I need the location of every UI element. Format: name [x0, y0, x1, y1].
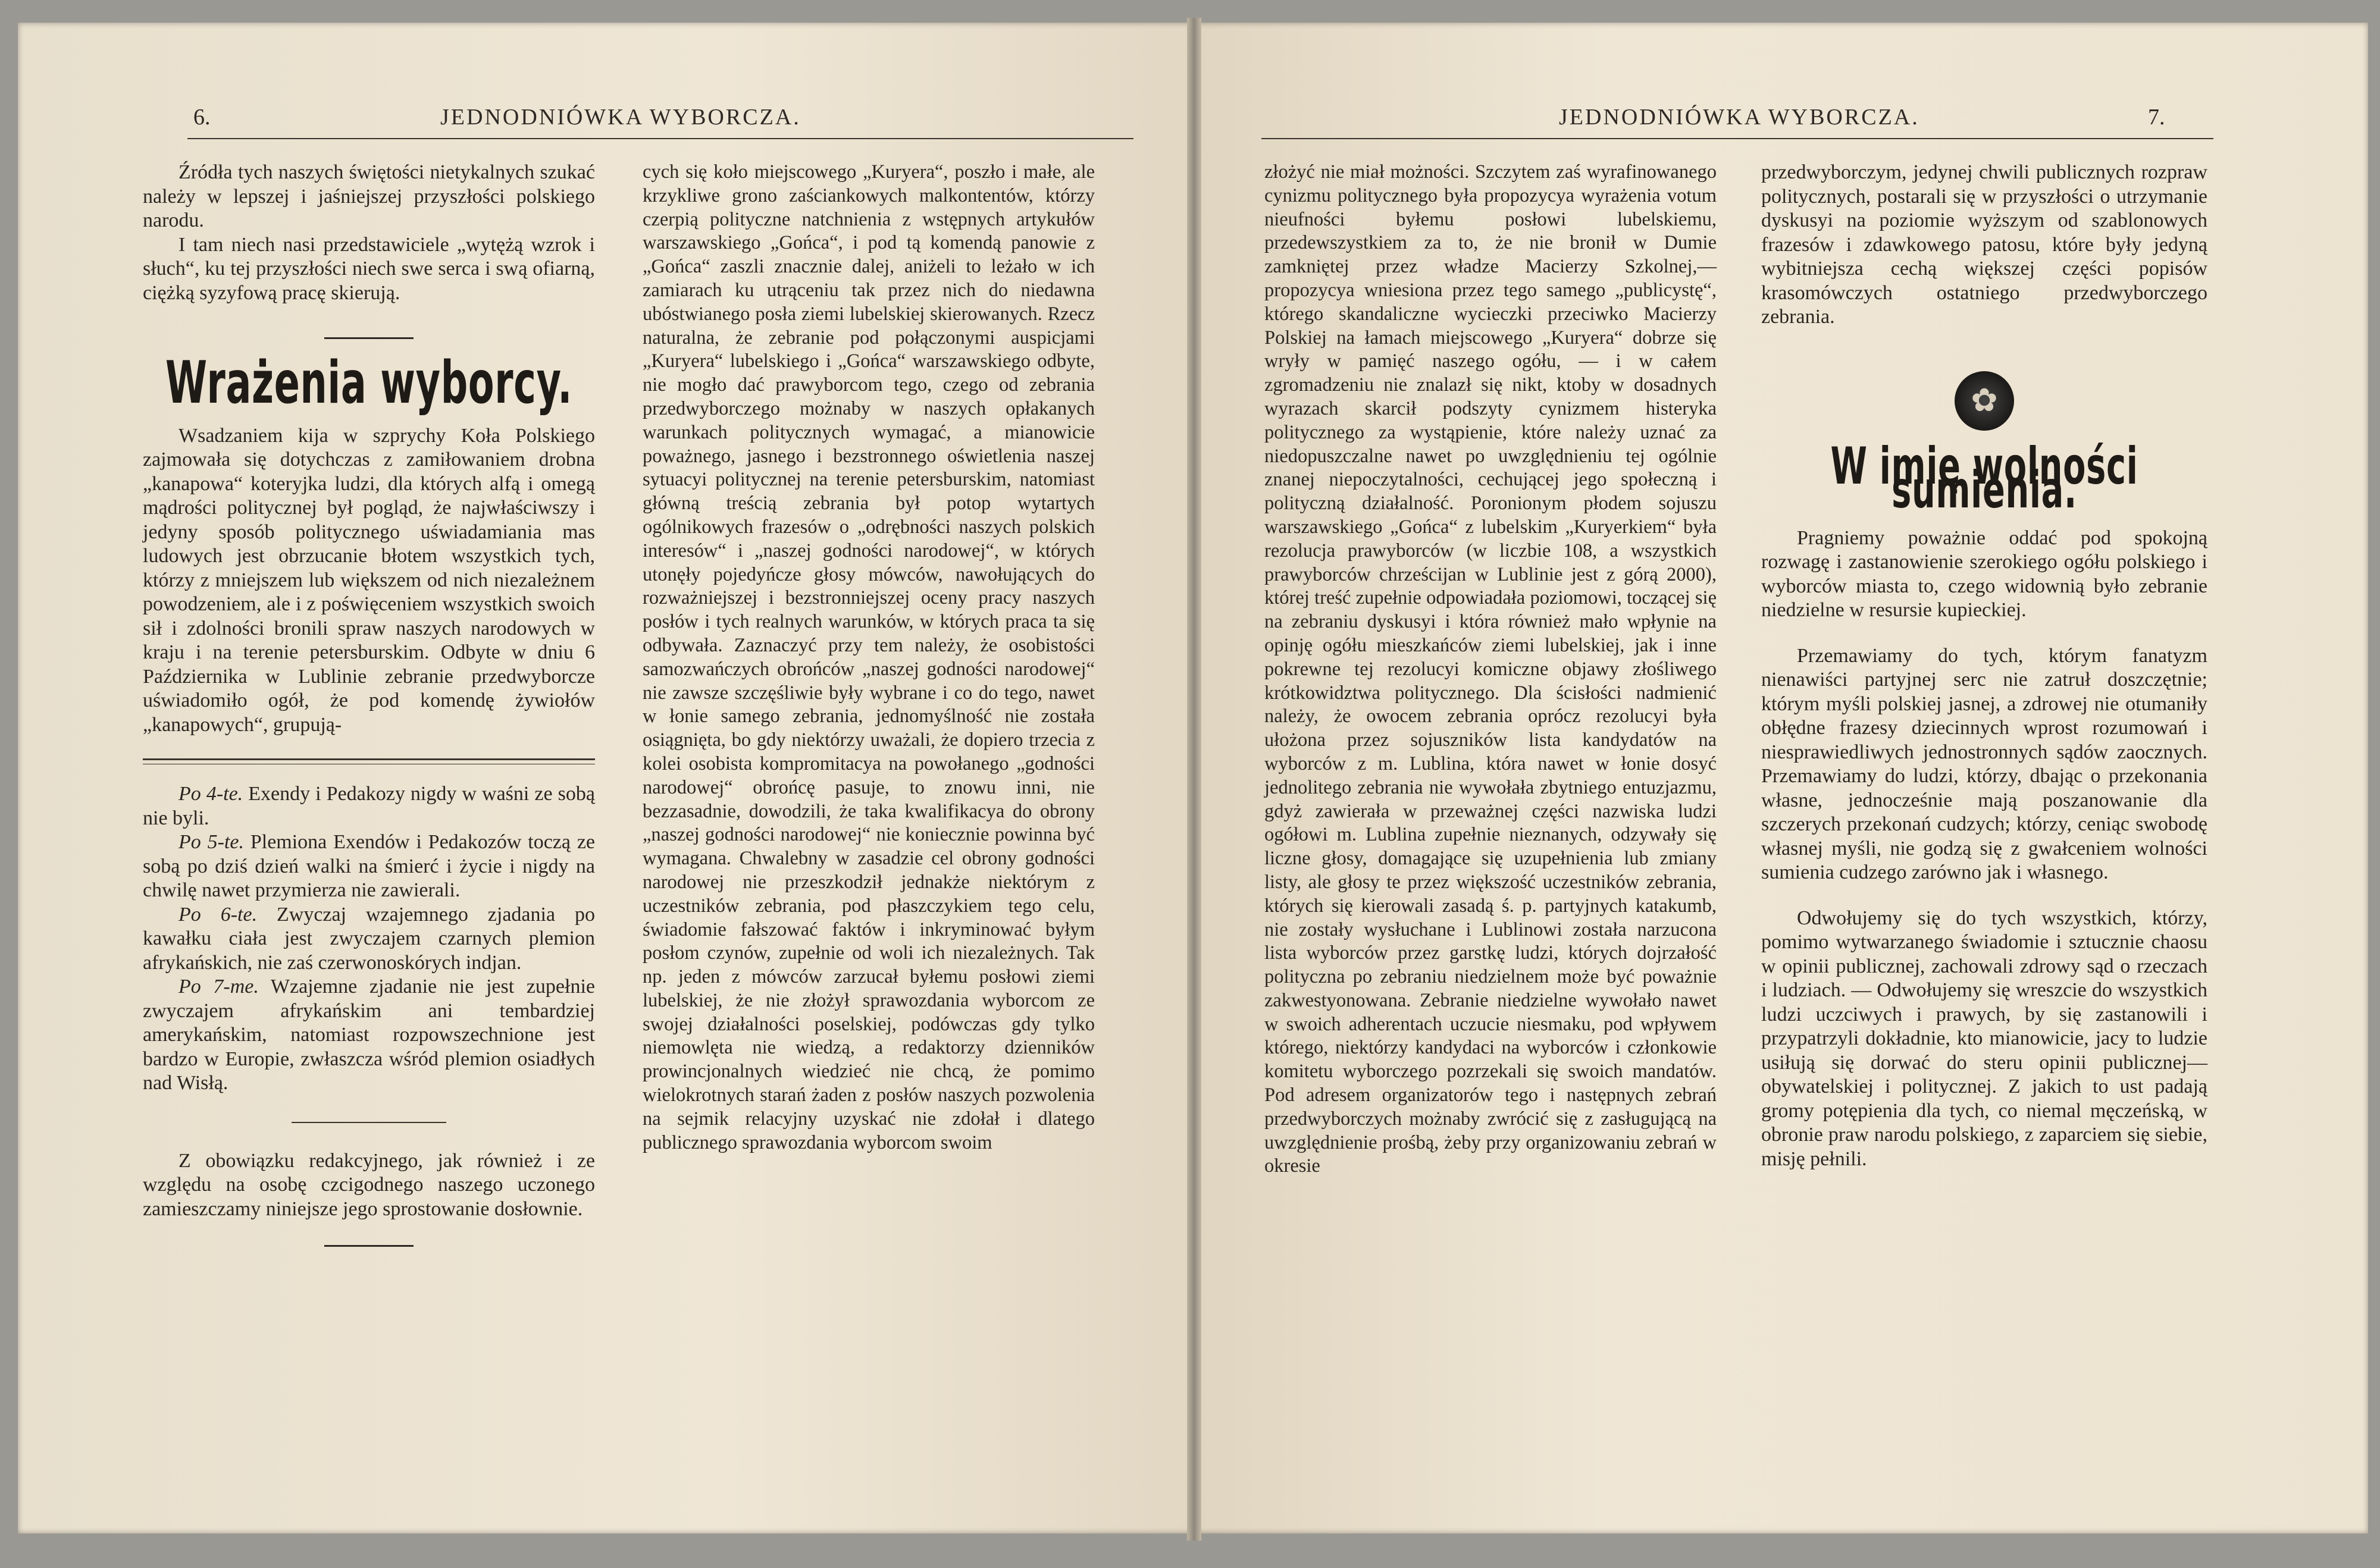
- wolnosc-paragraph-2: Przemawiamy do tych, którym fanatyzm nienawiści partyjnej serc nie zatruł doszczętnie; którym myśli polskiej jasnej, a zdrowej nie otumaniły obłędne frazesy dziecinnych wprost rozumowań i niesprawiedliwych jednostronnych sądów zaocznych. Przemawiamy do ludzi, którzy, dbając o przekonania własne, jednocześnie mają poszanowanie dla szczerych przekonań cudzych; którzy, ceniąc swobodę własnej myśli, nie godzą się z gwałceniem wolności sumienia cudzego zarówno jak i własnego.: [1761, 644, 2207, 883]
- wolnosc-paragraph-1: Pragniemy poważnie oddać pod spokojną rozwagę i zastanowienie szerokiego ogółu polskiego i wyborców miasta to, czego widownią było zebranie niedzielne w resursie kupieckiej.: [1761, 526, 2207, 621]
- flower-ornament-icon: ✿: [1955, 371, 2014, 431]
- article-double-rule: [143, 758, 595, 764]
- note-7-label: Po 7-me.: [178, 976, 259, 998]
- article-conclusion: przedwyborczym, jedynej chwili publicznych rozpraw politycznych, postarali się w przyszłości o utrzymanie dyskusyi na poziomie wyższym od szablonowych frazesów i zdawkowego patosu, które były jedyną wybitniejsza cechą większej części popisów krasomówczych ostatniego przedwyborczego zebrania.: [1761, 161, 2207, 328]
- page-number-left: 6.: [193, 105, 211, 130]
- column-4: [1761, 161, 2207, 1171]
- running-head-left: JEDNODNIÓWKA WYBORCZA.: [440, 105, 801, 130]
- article-continuation-col2: cych się koło miejscowego „Kuryera“, poszło i małe, ale krzykliwe grono zaściankowych malkontentów, którzy czerpią polityczne natchnienia z wstępnych artykułów warszawskiego „Gońca“, i pod tą komendą panowie z „Gońca“ zaszli znacznie dalej, aniżeli to leżało w ich zamiarach ku utrąceniu tak przez nich do niedawna ubóstwianego posła ziemi lubelskiej skierowanych. Rzecz naturalna, że zebranie pod połączonymi auspicjami „Kuryera“ lubelskiego i „Gońca“ warszawskiego odbyte, nie mogło dać prawyborcom tego, czego od zebrania przedwyborczego możnaby w naszych opłakanych warunkach politycznych wymagać, a mianowicie poważnego, jasnego i bezstronnego oświetlenia naszej sytuacyi politycznej na terenie petersburskim, natomiast główną treścią zebrania był potop wytartych ogólnikowych frazesów o „odrębności naszych polskich interesów“ i „naszej godności narodowej“, w których utonęły pojedyńcze głosy mówców, nawołujących do rozważniejszej i bezstronniejszej oceny pracy naszych posłów i tych realnych warunków, w których praca ta się odbywała. Zaznaczyć przy tem należy, że osobistości samozwańczych obrońców „naszej godności narodowej“ nie zawsze szczęśliwie były wybrane i co do tego, nawet w łonie samego zebrania, jednomyślność nie została osiągnięta, bo gdy niektórzy uważali, że dopiero trzecia z kolei osobista kompromitacya na powołanego „godności narodowej“ obrońcę pasuje, to znowu inni, nie bezzasadnie, dowodzili, że taka kwalifikacya do obrony „naszej godności narodowej“ nie koniecznie powinna być wymagana. Chwalebny w zasadzie cel obrony godności narodowej nie przeszkodził jednakże niektórym z uczestników zebrania, pod płaszczykiem tego celu, świadomie fałszować faktów i inkryminować byłym posłom czynów, zupełnie od woli ich niezależnych. Tak np. jeden z mówców zarzucał byłemu posłowi ziemi lubelskiej, że nie złożył sprawozdania wyborcom ze swojej działalności poselskiej, podówczas gdy tylko niemowlęta nie wiedzą, a redaktorzy dzienników prowincjonalnych wiedzieć nie chcą, że pomimo wielokrotnych starań żaden z posłów naszych pozwolenia na sejmik relacyjny uzyskać nie zdołał i dlatego publicznego sprawozdania wyborcom swoim: [643, 161, 1095, 1153]
- intro-paragraph-2: I tam niech nasi przedstawiciele „wytężą wzrok i słuch“, ku tej przyszłości niech swe serca i swą ofiarną, ciężką syzyfową pracę skierują.: [143, 233, 595, 304]
- note-6-text: Zwyczaj wzajemnego zjadania po kawałku ciała jest zwyczajem czarnych plemion afrykańskich, nie zaś czerwonoskórych indjan.: [143, 903, 595, 974]
- note-6-label: Po 6-te.: [178, 903, 258, 926]
- note-5-text: Plemiona Exendów i Pedakozów toczą ze sobą po dziś dzień walki na śmierć i życie i nigdy na chwilę nawet przymierza nie zawierali.: [143, 831, 595, 901]
- header-rule-left: [187, 138, 1133, 139]
- article-body-wrazenia: Wsadzaniem kija w szprychy Koła Polskiego zajmowała się dotychczas z zamiłowaniem drobna „kanapowa“ koteryjka ludzi, dla których alfą i omegą mądrości politycznej był pogląd, że najwłaściwszy i jedyny sposób politycznego uświadamiania mas ludowych jest obrzucanie błotem wszystkich tych, którzy z mniejszem lub większem od nich niezależnem powodzeniem, ale i z poświęceniem wszystkich swoich sił i zdolności bronili spraw naszych narodowych w kraju i na terenie petersburskim. Odbyte w dniu 6 Października w Lublinie zebranie przedwyborcze uświadomiło ogół, że pod komendę żywiołów „kanapowych“, grupują-: [143, 424, 595, 736]
- article-title-wrazenia: Wrażenia wyborcy.: [165, 349, 573, 417]
- section-separator: [324, 337, 414, 339]
- running-head-right: JEDNODNIÓWKA WYBORCZA.: [1559, 105, 1919, 130]
- note-4-text: Exendy i Pedakozy nigdy w waśni ze sobą nie byli.: [143, 783, 595, 829]
- note-5-label: Po 5-te.: [178, 831, 244, 853]
- column-3: [1264, 161, 1717, 1178]
- column-1: [143, 161, 595, 1279]
- notes-rule: [292, 1122, 446, 1123]
- wolnosc-paragraph-3: Odwołujemy się do tych wszystkich, którzy, pomimo wytwarzanego świadomie i sztucznie chaosu w opinii publicznej, zachowali zdrowy sąd o rzeczach i ludziach. — Odwołujemy się wreszcie do wszystkich ludzi uczciwych i prawych, by się zastanowili i przypatrzyli dokładnie, kto mianowicie, jacy to ludzie usiłują się dorwać do steru opinii publicznej—obywatelskiej i politycznej. Z jakich to ust padają gromy potępienia dla tych, co niemal męczeńską, w obronie praw narodu polskiego, z zaparciem się siebie, misję pełnili.: [1761, 907, 2207, 1170]
- note-4: [143, 782, 595, 830]
- end-separator: [324, 1245, 414, 1247]
- article-continuation-col3: złożyć nie miał możności. Szczytem zaś wyrafinowanego cynizmu politycznego była propozycya wyrażenia votum nieufności byłemu posłowi lubelskiemu, przedewszystkiem za to, że nie bronił w Dumie zamkniętej przez władze Macierzy Szkolnej,—propozycya wniesiona przez tego samego „publicystę“, którego skandaliczne wycieczki przeciwko Macierzy Polskiej na łamach miejscowego „Kuryera“ dobrze się wryły w pamięć naszego ogółu, — i w całem zgromadzeniu nie znalazł się nikt, ktoby w dosadnych wyrazach skarcił podszyty cynizmem histeryka politycznego za wystąpienie, które należy uznać za niedopuszczalne nawet po uwzględnieniu tej ogólnie znanej niepoczytalności, cechującej jego społeczną i polityczną działalność. Poronionym płodem sojuszu warszawskiego „Gońca“ z lubelskim „Kuryerkiem“ była rezolucja prawyborców (w liczbie 108, a wszystkich prawyborców chrześcijan w Lublinie jest z górą 2000), której treść zupełnie odpowiadała poziomowi, toczącej się na zebraniu dyskusyi i która również mało wpłynie na opinję ogółu mieszkańców ziemi lubelskiej, jak i inne pokrewne tej rezolucyi komiczne objawy złośliwego krótkowidztwa politycznego. Dla ścisłości nadmienić należy, że owocem zebrania oprócz rezolucyi była ułożona przez sojuszników lista kandydatów na wyborców z m. Lublina, która nawet w łonie dosyć jednolitego zebrania nie wywołała zbytniego entuzjazmu, gdyż zawierała w przeważnej części nazwiska ludzi ogółowi m. Lublina zupełnie nieznanych, odzywały się liczne głosy, domagające się uzupełnienia lub zmiany listy, ale głosy te przez większość uczestników zebrania, których się kierowali zasadą ś. p. partyjnych katakumb, nie zostały wysłuchane i Lublinowi została narzucona lista wyborców przez garstkę ludzi, których dojrzałość polityczna po zebraniu niedzielnem może być poważnie zakwestyonowana. Zebranie niedzielne wywołało nawet w swoich adherentach uczucie niesmaku, pod wpływem którego, niektórzy kandydaci na wyborców i członkowie komitetu wyborczego pozrzekali się swoich mandatów. Pod adresem organizatorów tego i następnych zebrań przedwyborczych możnaby zwrócić się z zasługującą na uwzględnienie prośbą, żeby przy organizowaniu zebrań w okresie: [1264, 161, 1717, 1177]
- page-number-right: 7.: [2148, 105, 2165, 130]
- note-5: [143, 830, 595, 903]
- article-title-wolnosc: W imię wolności sumienia.: [1830, 436, 2138, 520]
- note-6: [143, 903, 595, 976]
- note-7: [143, 975, 595, 1096]
- page-gutter: [1187, 18, 1201, 1541]
- note-7-text: Wzajemne zjadanie nie jest zupełnie zwyczajem afrykańskim ani tembardziej amerykańskim, natomiast rozpowszechnione jest bardzo w Europie, zwłaszcza wśród plemion osiadłych nad Wisłą.: [143, 976, 595, 1094]
- header-rule-right: [1261, 138, 2213, 139]
- editorial-note: Z obowiązku redakcyjnego, jak również i ze względu na osobę czcigodnego naszego uczonego zamieszczamy niniejsze jego sprostowanie dosłownie.: [143, 1149, 595, 1220]
- note-4-label: Po 4-te.: [178, 783, 243, 805]
- intro-paragraph-1: Źródła tych naszych świętości nietykalnych szukać należy w lepszej i jaśniejszej przyszłości polskiego narodu.: [143, 161, 595, 231]
- column-2: [643, 161, 1095, 1155]
